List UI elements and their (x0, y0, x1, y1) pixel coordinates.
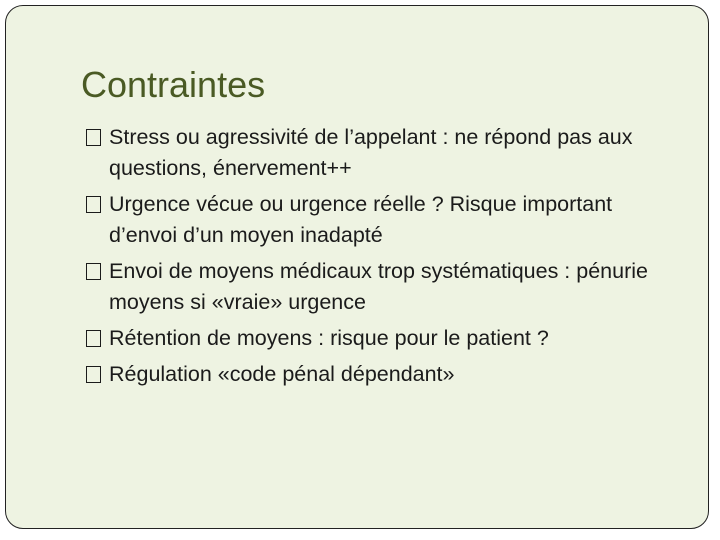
bullet-item (86, 256, 676, 318)
bullet-item (86, 323, 676, 354)
bullet-text: Stress ou agressivité de l’appelant : ne répond pas aux questions, énervement++ (109, 125, 633, 180)
bullet-box-icon (86, 196, 101, 213)
bullet-text: Envoi de moyens médicaux trop systématiques : pénurie moyens si «vraie» urgence (109, 259, 648, 314)
bullet-item (86, 189, 676, 251)
bullet-text: Régulation «code pénal dépendant» (109, 362, 455, 386)
bullet-text: Rétention de moyens : risque pour le patient ? (109, 326, 549, 350)
slide-title: Contraintes (81, 64, 266, 105)
bullet-list (86, 122, 676, 395)
slide (5, 5, 709, 529)
bullet-box-icon (86, 263, 101, 280)
bullet-box-icon (86, 330, 101, 347)
bullet-box-icon (86, 366, 101, 383)
bullet-item (86, 122, 676, 184)
bullet-item (86, 359, 676, 390)
bullet-text: Urgence vécue ou urgence réelle ? Risque important d’envoi d’un moyen inadapté (109, 192, 613, 247)
bullet-box-icon (86, 129, 101, 146)
